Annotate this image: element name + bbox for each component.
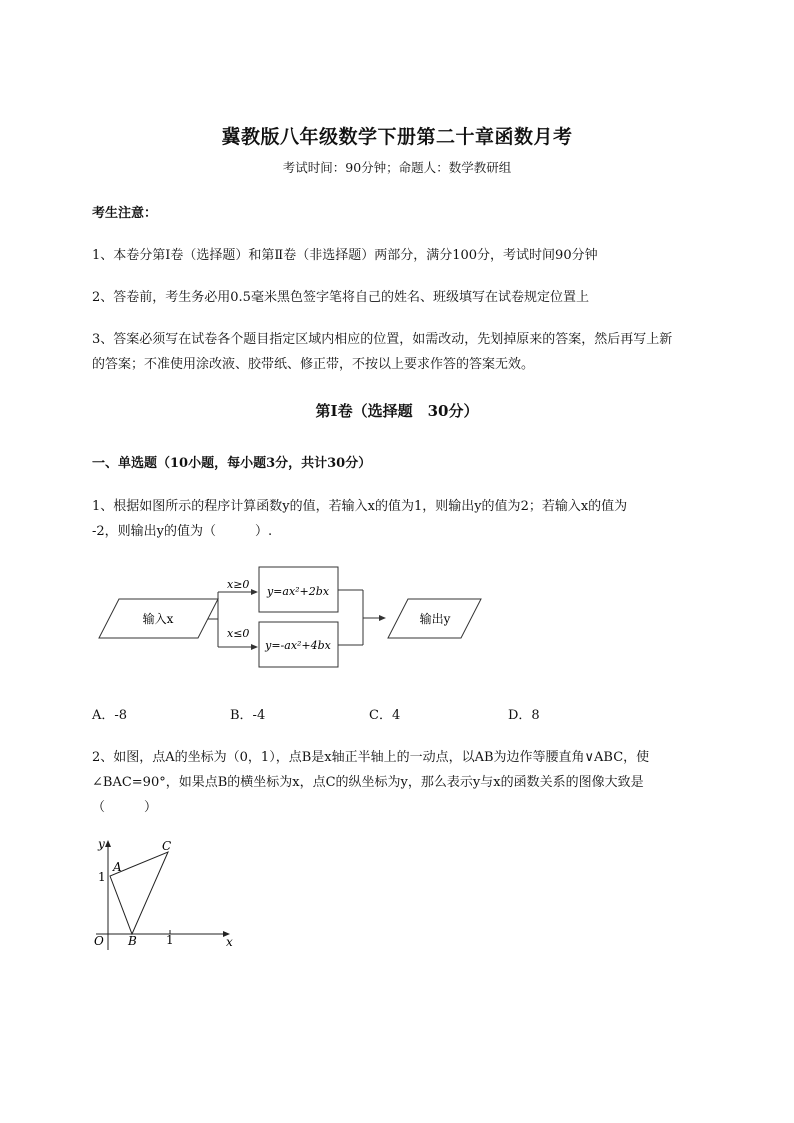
x-axis-label: x: [226, 935, 233, 949]
section-title: 第Ⅰ卷（选择题 30分）: [315, 402, 479, 420]
arrowhead-output: [379, 615, 386, 621]
question-1-line-2: -2，则输出y的值为（ ）.: [92, 524, 273, 539]
condition-top: x≥0: [227, 578, 250, 591]
condition-bottom: x≤0: [227, 627, 250, 640]
exam-title: 冀教版八年级数学下册第二十章函数月考: [221, 126, 573, 148]
option-a: A．-8: [92, 708, 128, 723]
output-label: 输出y: [419, 612, 451, 626]
tick-x-1-label: 1: [166, 933, 174, 947]
option-b: B．-4: [230, 708, 266, 723]
input-label: 输入x: [142, 612, 174, 626]
origin-label: O: [94, 934, 104, 948]
question-2-line-3: （ ）: [92, 800, 158, 815]
point-b-label: B: [128, 934, 137, 948]
point-c-label: C: [162, 839, 172, 853]
y-axis-label: y: [98, 837, 105, 851]
point-a-label: A: [113, 860, 122, 874]
question-1-line-1: 1、根据如图所示的程序计算函数y的值，若输入x的值为1，则输出y的值为2；若输入x的值为: [92, 499, 628, 514]
question-2-line-2: ∠BAC=90°，如果点B的横坐标为x，点C的纵坐标为y，那么表示y与x的函数关系的图像大致是: [92, 775, 644, 790]
option-d: D．8: [508, 708, 540, 723]
arrowhead-bottom: [251, 644, 258, 650]
question-1-flowchart: [95, 562, 490, 672]
part-title: 一、单选题（10小题，每小题3分，共计30分）: [92, 456, 372, 471]
notice-item-3-cont: 的答案；不准使用涂改液、胶带纸、修正带，不按以上要求作答的答案无效。: [92, 357, 535, 372]
question-2-line-1: 2、如图，点A的坐标为（0，1），点B是x轴正半轴上的一动点，以AB为边作等腰直角∨ABC，使: [92, 750, 650, 765]
arrowhead-top: [251, 589, 258, 595]
question-2-figure: [88, 832, 248, 954]
y-axis-arrow: [105, 840, 111, 847]
notice-item-3: 3、答案必须写在试卷各个题目指定区域内相应的位置，如需改动，先划掉原来的答案，然后再写上新: [92, 332, 673, 347]
formula-top: y=ax²+2bx: [266, 585, 330, 598]
tick-y-1-label: 1: [98, 870, 106, 884]
notice-item-2: 2、答卷前，考生务必用0.5毫米黑色签字笔将自己的姓名、班级填写在试卷规定位置上: [92, 290, 589, 305]
exam-subtitle: 考试时间：90分钟；命题人：数学教研组: [282, 160, 512, 175]
option-c: C．4: [369, 708, 401, 723]
notice-item-1: 1、本卷分第Ⅰ卷（选择题）和第Ⅱ卷（非选择题）两部分，满分100分，考试时间90分钟: [92, 248, 598, 263]
formula-bottom: y=-ax²+4bx: [265, 639, 331, 652]
notice-heading: 考生注意：: [92, 206, 158, 221]
